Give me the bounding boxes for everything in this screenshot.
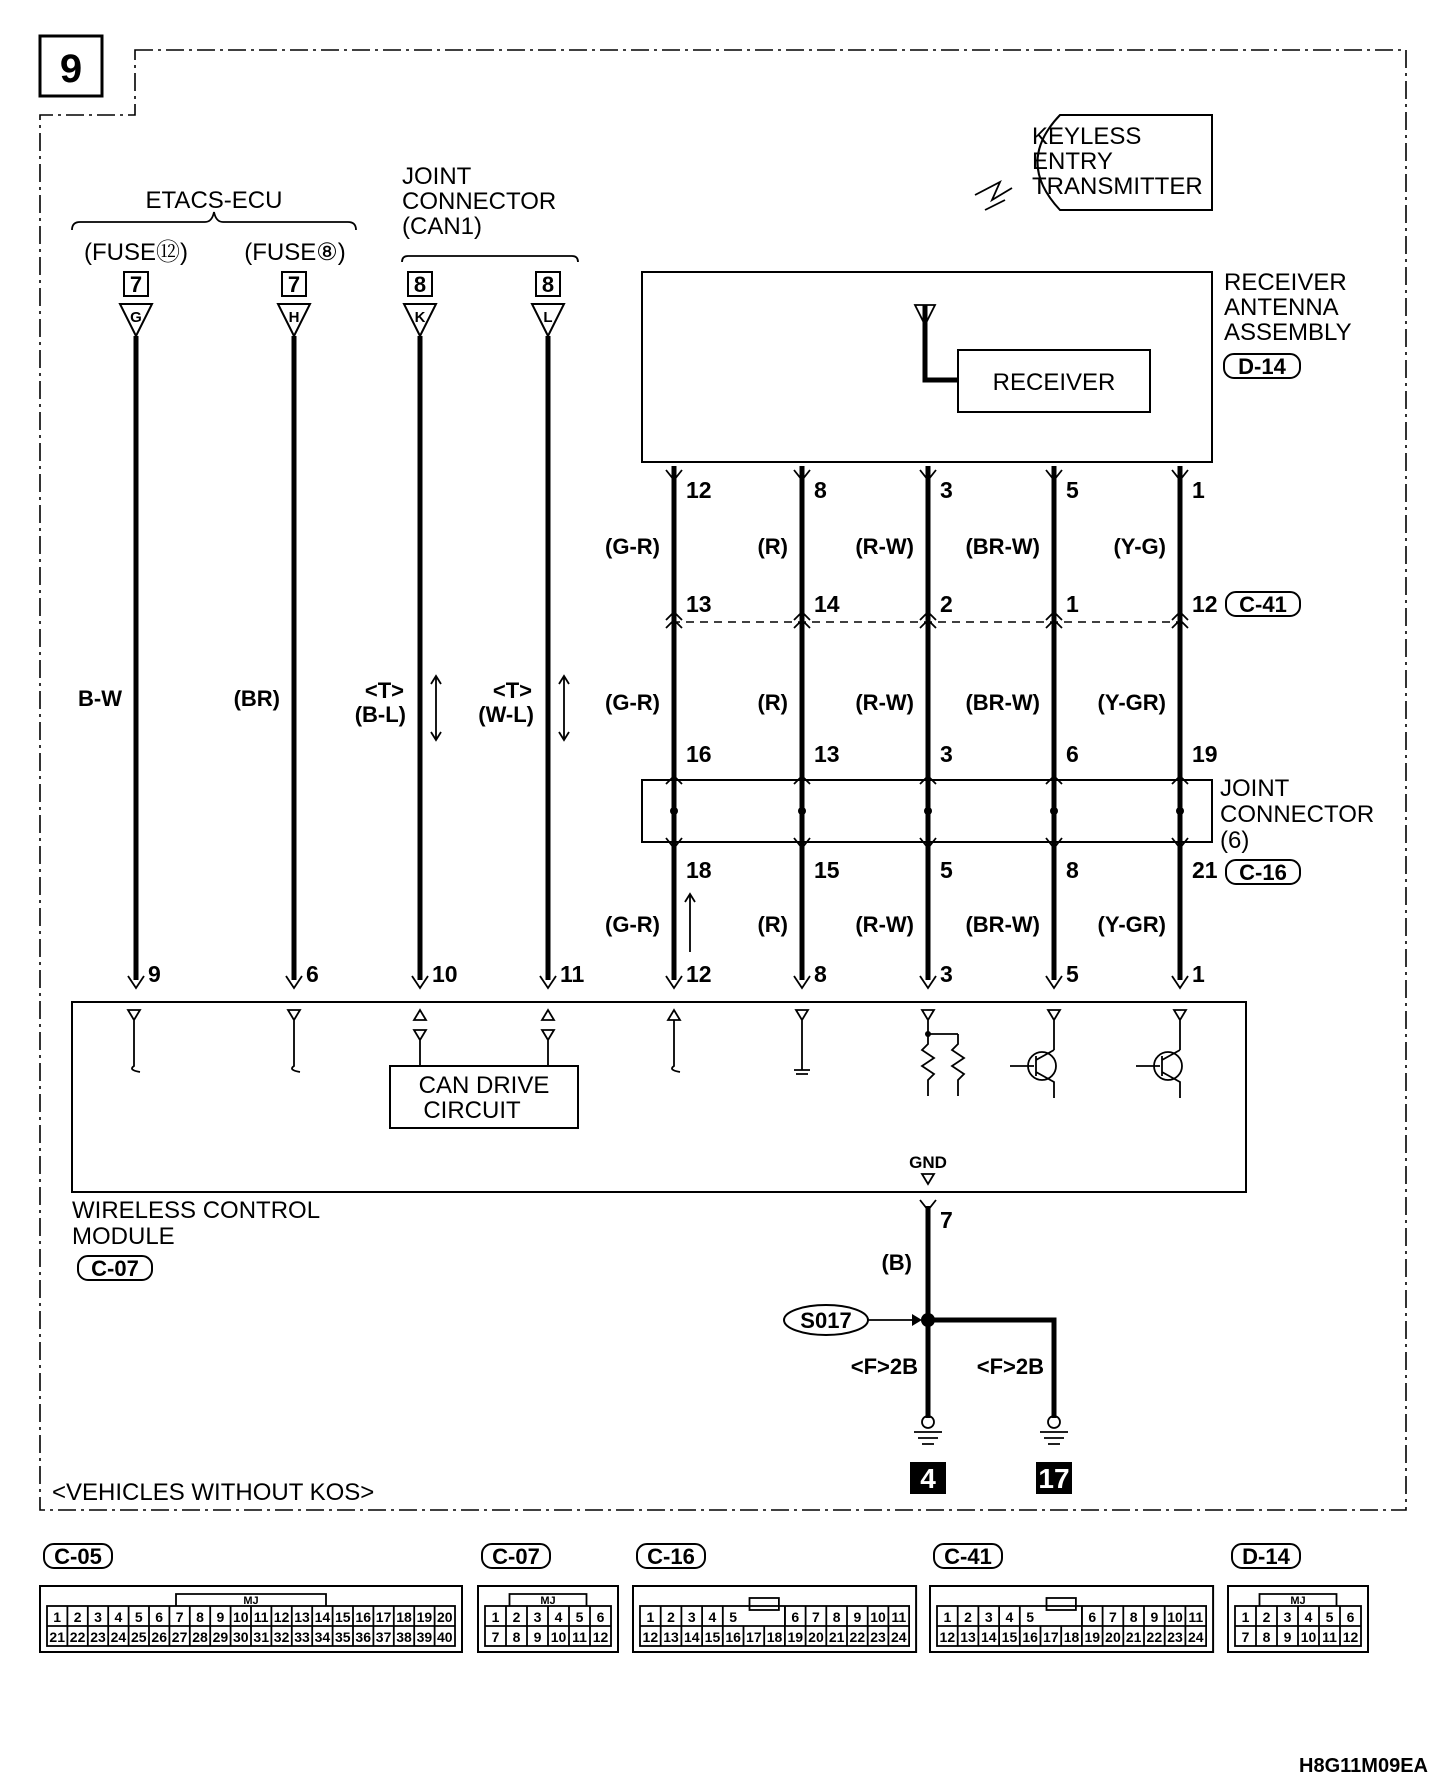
wire-color-1: (R) [757,534,788,559]
pin-cell: 10 [1167,1609,1183,1625]
joint6-line3: (6) [1220,827,1250,854]
receiver-pin: 3 [940,477,953,503]
pin-cell: 2 [73,1609,82,1625]
pin-cell: 11 [253,1609,269,1625]
ground-point-17: 17 [1038,1463,1070,1494]
joint-in-pin: 19 [1192,741,1218,767]
pin-cell: 21 [49,1629,65,1645]
pin-cell: 24 [890,1629,907,1645]
bidirectional-arrow-icon [431,676,441,740]
c41-pin: 2 [940,591,953,617]
pin-cell: 22 [1146,1629,1163,1645]
pin-cell: 21 [828,1629,845,1645]
left-wire-group [78,272,585,988]
pin-cell: 5 [1026,1609,1035,1625]
pin-cell: 1 [943,1609,952,1625]
module-line1: WIRELESS CONTROL [72,1197,321,1224]
joint-can-line3: (CAN1) [402,213,483,240]
pin-cell: 16 [725,1629,741,1645]
signal-direction-arrow-icon [685,894,695,952]
pin-cell: 10 [233,1609,249,1625]
pin-cell: 17 [375,1609,392,1625]
wire-color: (B-L) [354,702,406,727]
pin-cell: 13 [960,1629,976,1645]
pin-cell: 11 [1322,1629,1337,1645]
pin-cell: 3 [94,1609,102,1625]
receiver-asm-line2: ANTENNA [1224,294,1339,321]
joint-out-pin: 5 [940,857,953,883]
pin-cell: 14 [314,1609,331,1625]
receiver-pin: 12 [686,477,712,503]
pin-cell: 6 [1346,1609,1355,1625]
pin-cell: 9 [1150,1609,1159,1625]
pin-cell: 8 [832,1609,841,1625]
pin-cell: 1 [1241,1609,1250,1625]
right-wire-4 [965,466,1079,988]
connector-c-16 [633,1544,916,1652]
pin-cell: 36 [355,1629,371,1645]
pin-cell: 16 [355,1609,371,1625]
wire-tag: <T> [492,678,532,703]
pin-cell: 3 [984,1609,993,1625]
connector-key [1047,1598,1076,1610]
pin-cell: 17 [1043,1629,1059,1645]
wire-color-1: (BR-W) [965,534,1040,559]
pin-cell: 25 [131,1629,147,1645]
joint-node [1050,807,1058,815]
pin-cell: 40 [437,1629,453,1645]
joint-node [670,807,678,815]
left-wire-2 [234,272,319,988]
pin-cell: 22 [69,1629,86,1645]
joint6-line2: CONNECTOR [1220,801,1375,828]
receiver-asm-line1: RECEIVER [1224,269,1347,296]
bidirectional-arrow-icon [559,676,569,740]
joint-in-pin: 16 [686,741,712,767]
ecu-pin: 6 [306,961,319,987]
pin-cell: 1 [491,1609,500,1625]
pin-cell: 18 [766,1629,783,1645]
joint-out-pin: 18 [686,857,712,883]
right-wire-2 [757,466,839,988]
ground-section [784,1200,1072,1494]
receiver-pin: 1 [1192,477,1205,503]
pin-cell: 4 [708,1609,717,1625]
pin-cell: 3 [1283,1609,1292,1625]
module-line2: MODULE [72,1223,175,1250]
gnd-pin: 7 [940,1207,953,1233]
wire-color-3: (BR-W) [965,912,1040,937]
pin-cell: 11 [572,1629,587,1645]
pin-cell: 8 [512,1629,521,1645]
pin-cell: 13 [294,1609,310,1625]
wire-tag: <T> [364,678,404,703]
joint-node [1176,807,1184,815]
pin-cell: 8 [1129,1609,1138,1625]
pin-cell: 4 [554,1609,563,1625]
connector-c-41 [930,1544,1213,1652]
pin-cell: 27 [171,1629,188,1645]
pin-cell: 14 [683,1629,700,1645]
radio-wave-icon-2 [985,200,1005,210]
etacs-brace [72,212,356,230]
pin-cell: 34 [314,1629,331,1645]
source-pin-letter: G [130,309,142,326]
joint-can-line2: CONNECTOR [402,188,557,215]
joint-out-pin: 8 [1066,857,1079,883]
left-wire-4 [478,272,584,988]
keyless-line1: KEYLESS [1032,123,1142,150]
joint-can-brace [402,256,578,262]
joint6-line1: JOINT [1220,775,1290,802]
connector-tag: MJ [1290,1595,1306,1607]
pin-cell: 7 [812,1609,820,1625]
pin-cell: 5 [1325,1609,1334,1625]
pin-cell: 19 [416,1609,433,1625]
left-wire-3 [355,272,458,988]
pin-cell: 23 [90,1629,106,1645]
pin-cell: 9 [533,1629,542,1645]
pin-cell: 39 [416,1629,433,1645]
pin-cell: 6 [791,1609,800,1625]
pin-cell: 10 [870,1609,886,1625]
pin-cell: 12 [939,1629,956,1645]
footer-code: H8G11M09EA [1299,1755,1428,1777]
pin-cell: 9 [216,1609,225,1625]
pin-cell: 38 [396,1629,412,1645]
can-drive-line2: CIRCUIT [423,1097,521,1124]
keyless-line2: ENTRY [1032,148,1113,175]
c41-pin: 13 [686,591,712,617]
pin-cell: 7 [1241,1629,1250,1645]
wire-color-1: (Y-G) [1113,534,1166,559]
connector-code: D-14 [1242,1544,1290,1569]
pin-cell: 3 [533,1609,542,1625]
connector-code: C-07 [492,1544,540,1569]
pin-cell: 2 [964,1609,972,1625]
gnd-left-label: <F>2B [850,1354,918,1379]
pin-cell: 12 [1342,1629,1359,1645]
pin-cell: 7 [175,1609,184,1625]
right-wire-5 [1098,466,1218,988]
ecu-pin: 9 [148,961,161,987]
joint-in-pin: 13 [814,741,840,767]
connector-key [750,1598,779,1610]
pin-cell: 20 [437,1609,453,1625]
module-pin: 8 [814,961,827,987]
c16-code: C-16 [1239,860,1287,885]
d14-code: D-14 [1238,354,1286,379]
source-pin-letter: K [414,309,426,326]
pin-cell: 1 [53,1609,62,1625]
pin-cell: 32 [273,1629,290,1645]
wire-color-2: (R) [757,690,788,715]
vehicle-note: <VEHICLES WITHOUT KOS> [52,1479,375,1506]
pin-cell: 24 [1187,1629,1204,1645]
pin-cell: 5 [575,1609,584,1625]
source-pin-letter: H [288,309,300,326]
pin-cell: 18 [1063,1629,1080,1645]
gnd-label: GND [909,1153,947,1172]
pin-cell: 20 [808,1629,824,1645]
pin-cell: 3 [687,1609,696,1625]
pin-cell: 2 [1262,1609,1271,1625]
pin-cell: 18 [396,1609,412,1625]
source-pin-letter: L [543,309,553,326]
connector-faces [40,1544,1368,1652]
pin-cell: 15 [704,1629,721,1645]
wire-color-2: (G-R) [605,690,660,715]
pin-cell: 5 [729,1609,738,1625]
ecu-pin: 10 [432,961,458,987]
pin-cell: 17 [746,1629,762,1645]
wire-color-3: (Y-GR) [1097,912,1166,937]
pin-cell: 19 [787,1629,804,1645]
wire-color: (W-L) [478,702,534,727]
wire-color-3: (R-W) [855,912,914,937]
c41-pin: 14 [814,591,840,617]
joint-in-pin: 6 [1066,741,1079,767]
pin-cell: 6 [155,1609,164,1625]
pin-cell: 35 [335,1629,351,1645]
pin-cell: 6 [1088,1609,1097,1625]
can-drive-line1: CAN DRIVE [418,1072,550,1099]
module-pin: 12 [686,961,712,987]
gnd-right-label: <F>2B [976,1354,1044,1379]
source-connector-number: 8 [541,272,555,297]
pin-cell: 1 [646,1609,655,1625]
pin-cell: 7 [1109,1609,1117,1625]
pin-cell: 29 [212,1629,229,1645]
ecu-pin: 11 [560,961,585,987]
pin-cell: 37 [375,1629,392,1645]
gnd-wire-color: (B) [881,1250,912,1275]
pin-cell: 8 [196,1609,204,1625]
connector-code: C-16 [647,1544,695,1569]
module-pin: 3 [940,961,953,987]
pin-cell: 28 [192,1629,208,1645]
wire-color: B-W [78,686,122,711]
receiver-asm-line3: ASSEMBLY [1224,319,1352,346]
pin-cell: 4 [1005,1609,1014,1625]
pin-cell: 26 [151,1629,167,1645]
wire-color-3: (G-R) [605,912,660,937]
right-wire-1 [605,466,712,988]
pin-cell: 13 [663,1629,679,1645]
wire-color: (BR) [233,686,280,711]
pin-cell: 30 [233,1629,249,1645]
splice-label: S017 [800,1308,852,1333]
joint-node [924,807,932,815]
wire-color-1: (R-W) [855,534,914,559]
wire-color-2: (BR-W) [965,690,1040,715]
pin-cell: 7 [491,1629,500,1645]
pin-cell: 10 [1300,1629,1317,1645]
wireless-module-box [72,1002,1246,1192]
pin-cell: 8 [1262,1629,1271,1645]
pin-cell: 12 [273,1609,290,1625]
wire-color-3: (R) [757,912,788,937]
pin-cell: 33 [294,1629,310,1645]
right-wire-group [605,466,1218,988]
pin-cell: 23 [1167,1629,1183,1645]
module-pin: 5 [1066,961,1079,987]
joint-in-pin: 3 [940,741,953,767]
module-internal-symbols [128,1010,1186,1098]
pin-cell: 2 [512,1609,521,1625]
c41-pin: 12 [1192,591,1218,617]
connector-c-07 [478,1544,618,1652]
keyless-line3: TRANSMITTER [1032,173,1203,200]
etacs-label: ETACS-ECU [145,187,283,214]
pin-cell: 5 [134,1609,143,1625]
connector-tag: MJ [243,1595,259,1607]
c41-code: C-41 [1239,592,1287,617]
pin-cell: 23 [870,1629,886,1645]
receiver-label: RECEIVER [992,369,1116,396]
joint-can-line1: JOINT [402,163,472,190]
joint-out-pin: 15 [814,857,840,883]
source-connector-number: 8 [413,272,427,297]
pin-cell: 11 [891,1609,907,1625]
connector-tag: MJ [540,1595,556,1607]
connector-code: C-05 [54,1544,102,1569]
pin-cell: 24 [110,1629,127,1645]
pin-cell: 19 [1084,1629,1101,1645]
ground-point-4: 4 [920,1463,936,1494]
pin-cell: 9 [853,1609,862,1625]
receiver-pin: 8 [814,477,827,503]
pin-cell: 22 [849,1629,866,1645]
joint-out-pin: 21 [1192,857,1218,883]
right-wire-3 [855,466,953,988]
pin-cell: 15 [1001,1629,1018,1645]
pin-cell: 4 [114,1609,123,1625]
connector-c-05 [40,1544,462,1652]
wire-color-2: (R-W) [855,690,914,715]
source-connector-number: 7 [287,272,301,297]
left-wire-1 [78,272,161,988]
pin-cell: 11 [1188,1609,1204,1625]
pin-cell: 12 [642,1629,659,1645]
pin-cell: 6 [596,1609,605,1625]
wire-color-1: (G-R) [605,534,660,559]
gnd-terminal-icon [922,1174,934,1184]
wire-color-2: (Y-GR) [1097,690,1166,715]
pin-cell: 14 [980,1629,997,1645]
module-pin: 1 [1192,961,1205,987]
receiver-pin: 5 [1066,477,1079,503]
pin-cell: 4 [1304,1609,1313,1625]
connector-d-14 [1228,1544,1368,1652]
pin-cell: 15 [335,1609,351,1625]
joint-node [798,807,806,815]
pin-cell: 31 [253,1629,269,1645]
pin-cell: 12 [592,1629,609,1645]
c41-pin: 1 [1066,591,1079,617]
pin-cell: 16 [1022,1629,1038,1645]
pin-cell: 9 [1283,1629,1292,1645]
pin-cell: 10 [550,1629,567,1645]
radio-wave-icon [975,182,1012,200]
page-number: 9 [59,47,83,91]
pin-cell: 2 [667,1609,675,1625]
pin-cell: 20 [1105,1629,1121,1645]
c07-code: C-07 [91,1256,139,1281]
etacs-fuse-b: (FUSE⑧) [244,239,346,266]
etacs-fuse-a: (FUSE⑫) [84,239,188,266]
source-connector-number: 7 [129,272,143,297]
pin-cell: 21 [1125,1629,1142,1645]
connector-code: C-41 [944,1544,992,1569]
